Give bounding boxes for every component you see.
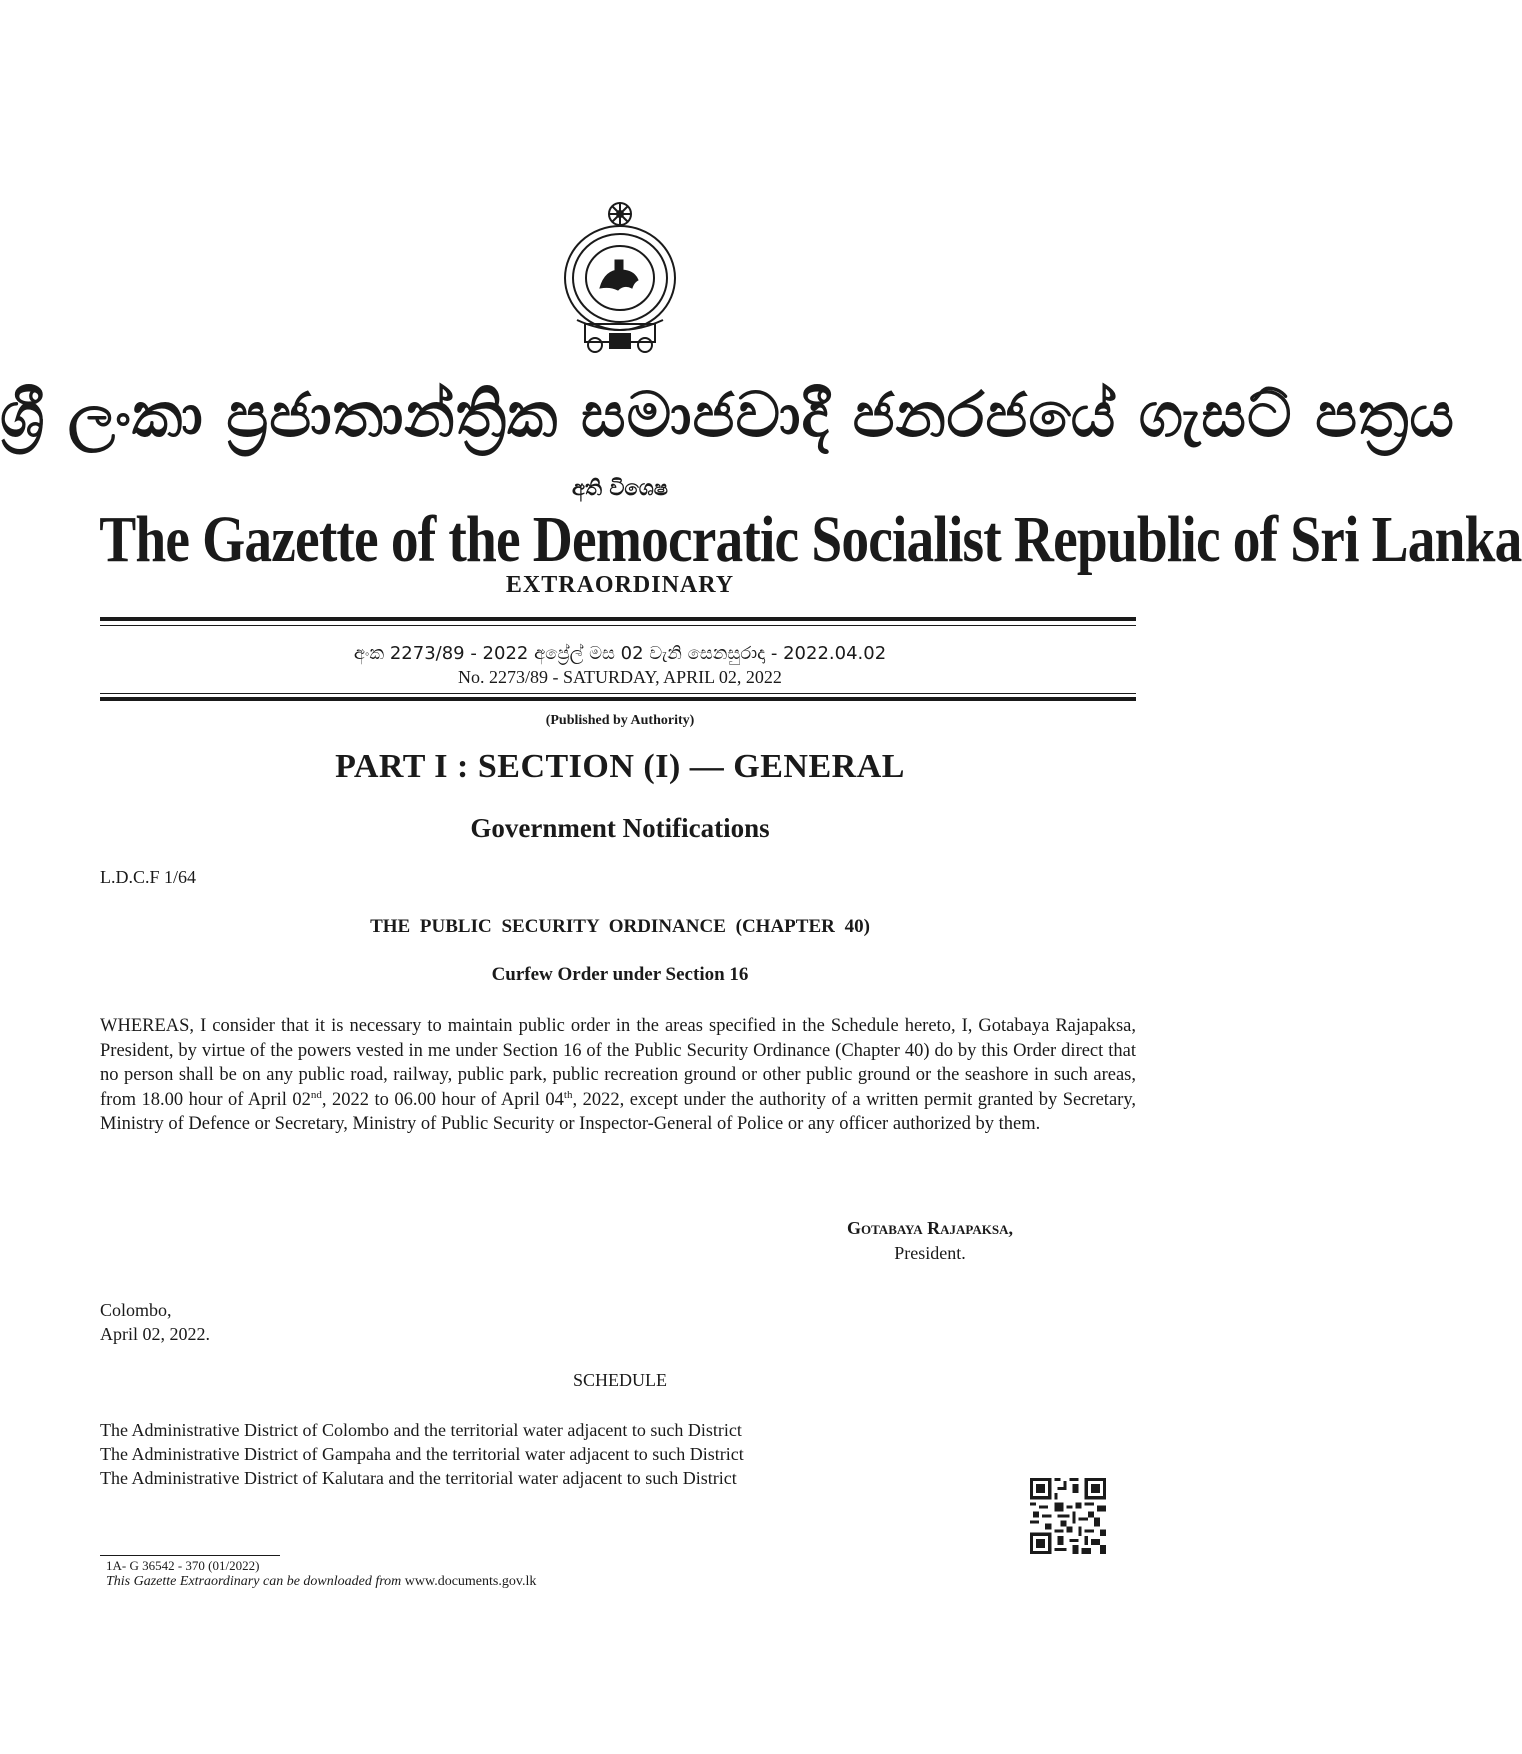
sinhala-title: ශ්‍රී ලංකා ප්‍රජාතාන්ත්‍රික සමාජවාදී ජනරජයේ ගැසට් පත්‍රය	[0, 378, 1456, 451]
issue-line-sinhala: අංක 2273/89 - 2022 අප්‍රේල් මස 02 වැනි සෙනසුරාදා - 2022.04.02	[353, 643, 887, 664]
divider	[100, 617, 1136, 621]
schedule-item: The Administrative District of Colombo and the territorial water adjacent to such District	[100, 1420, 742, 1440]
schedule-item: The Administrative District of Kalutara and the territorial water adjacent to such District	[100, 1468, 737, 1488]
section-heading: Government Notifications	[470, 813, 770, 843]
qr-code-icon	[1030, 1478, 1106, 1554]
divider	[100, 697, 1136, 701]
signatory-name: Gotabaya Rajapaksa,	[846, 1218, 1014, 1238]
english-title: The Gazette of the Democratic Socialist Republic of Sri Lanka	[99, 503, 1522, 576]
footer-url[interactable]: www.documents.gov.lk	[401, 1574, 537, 1589]
footer-note: This Gazette Extraordinary can be downloaded from www.documents.gov.lk	[106, 1574, 537, 1589]
part-heading: PART I : SECTION (I) — GENERAL	[335, 748, 905, 785]
footer-code: 1A- G 36542 - 370 (01/2022)	[106, 1558, 260, 1573]
extraordinary-label: EXTRAORDINARY	[505, 572, 735, 598]
sri-lanka-national-emblem-icon	[555, 200, 685, 355]
published-by-authority: (Published by Authority)	[545, 713, 695, 728]
sinhala-subtitle: අති විශෙෂ	[572, 476, 668, 500]
place: Colombo,	[100, 1300, 172, 1320]
schedule-item: The Administrative District of Gampaha and the territorial water adjacent to such District	[100, 1444, 744, 1464]
order-title: Curfew Order under Section 16	[491, 964, 749, 985]
divider	[100, 693, 1136, 694]
ordinance-title: THE PUBLIC SECURITY ORDINANCE (CHAPTER 40)	[370, 916, 870, 937]
divider	[100, 625, 1136, 626]
body-paragraph: WHEREAS, I consider that it is necessary to maintain public order in the areas specified in the Schedule hereto, I, Gotabaya Rajapaksa, President, by virtue of the powers vested in me under Section 16 of the Public Security Ordinance (Chapter 40) do by this Order direct that no person shall be on any public road, railway, public park, public recreation ground or other public ground or the seashore in such areas, from 18.00 hour of April 02nd, 2022 to 06.00 hour of April 04th, 2022, except under the authority of a written permit granted by Secretary, Ministry of Defence or Secretary, Ministry of Public Security or Inspector-General of Police or any officer authorized by them.	[100, 1016, 1136, 1135]
signatory-title: President.	[894, 1243, 966, 1263]
reference-code: L.D.C.F 1/64	[100, 867, 197, 887]
schedule-heading: SCHEDULE	[573, 1370, 667, 1390]
date: April 02, 2022.	[100, 1324, 210, 1344]
issue-line-english: No. 2273/89 - SATURDAY, APRIL 02, 2022	[458, 667, 782, 687]
footer-divider	[100, 1555, 280, 1556]
